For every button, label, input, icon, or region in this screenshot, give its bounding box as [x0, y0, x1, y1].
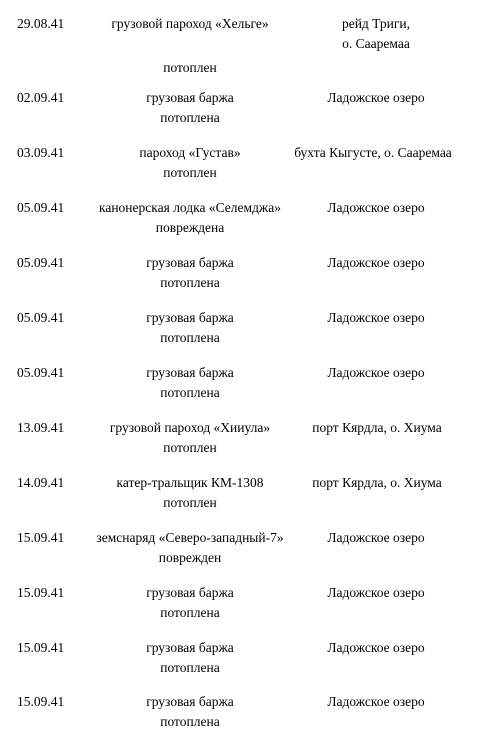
list-item	[0, 14, 487, 75]
entry-date: 15.09.41	[17, 530, 65, 545]
entry-vessel: грузовой пароход «Хииула»	[109, 420, 271, 435]
entry-place: Ладожское озеро	[327, 200, 425, 215]
entry-date: 13.09.41	[17, 420, 65, 435]
entry-vessel: грузовая баржа	[146, 585, 234, 600]
entry-place: Ладожское озеро	[327, 310, 425, 325]
entry-vessel: канонерская лодка «Селемджа»	[98, 200, 282, 215]
entry-vessel: грузовая баржа	[146, 365, 234, 380]
entry-place: порт Кярдла, о. Хиума	[312, 420, 442, 435]
entry-vessel: пароход «Густав»	[139, 145, 241, 160]
entry-date: 05.09.41	[17, 310, 65, 325]
entry-status: потоплена	[160, 605, 220, 620]
list-item	[0, 88, 487, 128]
list-item	[0, 528, 487, 568]
entry-status: потоплен	[163, 440, 217, 455]
entry-place: Ладожское озеро	[327, 694, 425, 709]
entry-place: Ладожское озеро	[327, 585, 425, 600]
entry-date: 14.09.41	[17, 475, 65, 490]
entry-date: 02.09.41	[17, 90, 65, 105]
entry-vessel: грузовая баржа	[146, 310, 234, 325]
entry-place	[300, 14, 452, 54]
entry-vessel: грузовая баржа	[146, 90, 234, 105]
entry-date: 03.09.41	[17, 145, 65, 160]
entry-status: потоплен	[163, 165, 217, 180]
list-item	[0, 692, 487, 732]
list-item	[0, 253, 487, 293]
entry-place-line-1: рейд Триги,	[341, 16, 411, 31]
entry-place: Ладожское озеро	[327, 365, 425, 380]
entry-vessel: земснаряд «Северо-западный-7»	[96, 530, 284, 545]
entry-status: потоплена	[160, 275, 220, 290]
entry-status: повреждена	[155, 220, 225, 235]
list-item	[0, 143, 487, 183]
entry-vessel: грузовой пароход «Хельге»	[111, 16, 269, 31]
entry-status: потоплена	[160, 714, 220, 729]
entry-vessel: грузовая баржа	[146, 640, 234, 655]
entry-place: Ладожское озеро	[327, 90, 425, 105]
entry-date: 05.09.41	[17, 365, 65, 380]
entry-place: порт Кярдла, о. Хиума	[312, 475, 442, 490]
entry-status: потоплена	[160, 660, 220, 675]
list-item	[0, 363, 487, 403]
list-item	[0, 583, 487, 623]
entry-status: поврежден	[158, 550, 222, 565]
list-item	[0, 198, 487, 238]
entry-status: потоплена	[160, 385, 220, 400]
entry-status: потоплена	[160, 330, 220, 345]
entry-place: Ладожское озеро	[327, 255, 425, 270]
list-item	[0, 638, 487, 678]
entry-date: 15.09.41	[17, 640, 65, 655]
entry-vessel: катер-тральщик КМ-1308	[116, 475, 264, 490]
entry-date: 15.09.41	[17, 585, 65, 600]
entry-date: 29.08.41	[17, 16, 65, 31]
entry-vessel: грузовая баржа	[146, 255, 234, 270]
entry-vessel: грузовая баржа	[146, 694, 234, 709]
entry-status: потоплен	[163, 60, 217, 75]
entry-status: потоплен	[163, 495, 217, 510]
entry-place: бухта Кыгусте, о. Сааремаа	[294, 145, 452, 160]
list-item	[0, 308, 487, 348]
entry-date: 05.09.41	[17, 255, 65, 270]
entry-place: Ладожское озеро	[327, 640, 425, 655]
entry-place: Ладожское озеро	[327, 530, 425, 545]
list-item	[0, 473, 487, 513]
entry-place-line-2: о. Сааремаа	[342, 36, 410, 51]
list-item	[0, 418, 487, 458]
entry-date: 05.09.41	[17, 200, 65, 215]
entry-date: 15.09.41	[17, 694, 65, 709]
entry-status: потоплена	[160, 110, 220, 125]
